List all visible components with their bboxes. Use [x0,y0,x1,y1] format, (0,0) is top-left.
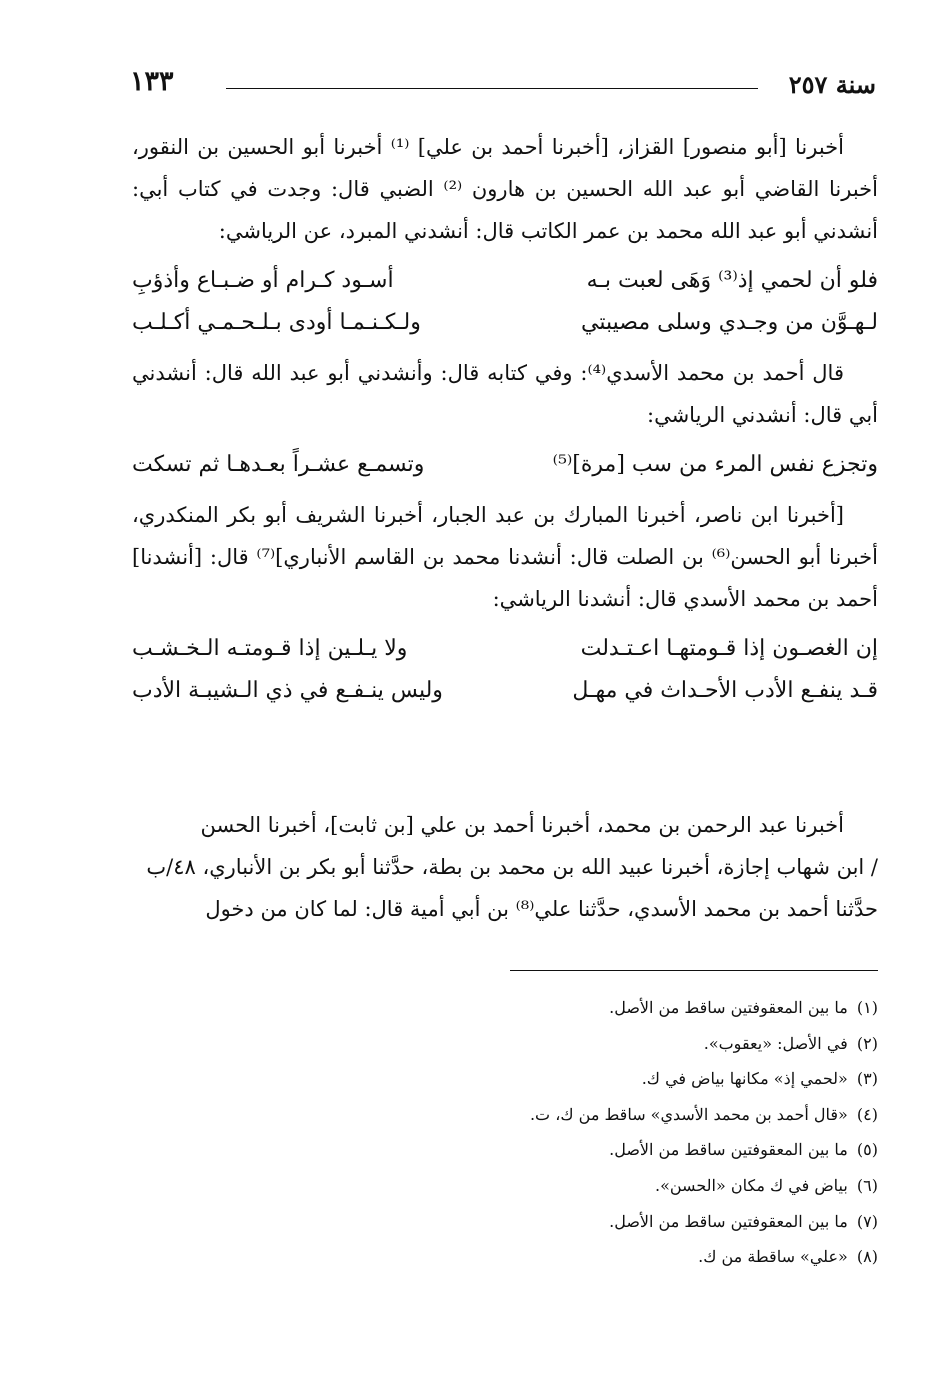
footnote: (٤) «قال أحمد بن محمد الأسدي» ساقط من ك، ت. [529,1104,878,1124]
footnote: (١) ما بين المعقوفتين ساقط من الأصل. [609,998,878,1017]
footnote: (٧) ما بين المعقوفتين ساقط من الأصل. [609,1211,878,1231]
verse-first-hemistich: لـهـوَّن من وجـدي وسلى مصيبتي [581,310,878,335]
footnote: (٢) في الأصل: «يعقوب». [703,1033,878,1053]
paragraph-3: [أخبرنا ابن ناصر، أخبرنا المبارك بن عبد الجبار، أخبرنا الشريف أبو بكر المنكدري، أخبرنا أبو الحسن⁽⁶⁾ بن الصلت قال: أنشدنا محمد بن القاسم الأنباري]⁽⁷⁾ قال: [أنشدنا] أحمد بن محمد الأسدي قال: أنشدنا الرياشي: [132,503,878,611]
verse-line [132,670,878,712]
page-number: ١٣٣ [130,66,174,97]
verse-first-hemistich: وتجزع نفس المرء من سب [مرة]⁽⁵⁾ [552,452,878,477]
footnote: (٦) بياض في ك مكان «الحسن». [655,1175,878,1195]
verse-line [132,260,878,302]
verse-line [132,302,878,344]
paragraph-4-last-line: حدَّثنا أحمد بن محمد الأسدي، حدَّثنا علي⁽⁸⁾ بن أبي أمية قال: لما كان من دخول [205,897,878,921]
running-header [130,58,876,108]
footnote: (٣) «لحمي إذ» مكانها بياض في ك. [641,1069,878,1089]
header-rule [226,88,758,89]
verse-second-hemistich: ولا يـلـين إذا قـومتـه الـخـشـب [132,636,408,661]
paragraph-4-wide-line: / ابن شهاب إجازة، أخبرنا عبيد الله بن محمد بن بطة، حدَّثنا أبو بكر بن الأنباري، ٤٨/ب [146,855,878,879]
verse-second-hemistich: أسـود كـرام أو ضـبـاع وأذؤبِ [132,268,394,293]
paragraph-2: قال أحمد بن محمد الأسدي⁽⁴⁾: وفي كتابه قال: وأنشدني أبو عبد الله قال: أنشدني أبي قال: أنشدني الرياشي: [132,361,878,427]
verse-line [132,628,878,670]
header-year: سنة ٢٥٧ [788,70,876,99]
footnote-separator [510,970,878,971]
verse-second-hemistich: وليس ينـفـع في ذي الـشيبـة الأدب [132,678,443,703]
footnote: (٨) «علي» ساقطة من ك. [698,1247,878,1267]
footnotes-list [448,990,878,1275]
verse-second-hemistich: ولـكـنـمـا أودى بـلـحـمـي أكـلـب [132,310,421,335]
main-text [132,126,878,720]
paragraph-4: أخبرنا عبد الرحمن بن محمد، أخبرنا أحمد بن علي [بن ثابت]، أخبرنا الحسن [200,813,844,837]
footnote: (٥) ما بين المعقوفتين ساقط من الأصل. [609,1140,878,1160]
verse-first-hemistich: فلو أن لحمي إذ⁽³⁾ وَهَى لعبت بـه [586,268,878,293]
verse-line [132,444,878,486]
verse-first-hemistich: قـد ينفـع الأدب الأحـداث في مهـل [572,678,878,703]
paragraph-1: أخبرنا [أبو منصور] القزاز، [أخبرنا أحمد بن علي] ⁽¹⁾ أخبرنا أبو الحسين بن النقور، أخبرنا القاضي أبو عبد الله الحسين بن هارون ⁽²⁾ الضبي قال: وجدت في كتاب أبي: أنشدني أبو عبد الله محمد بن عمر الكاتب قال: أنشدني المبرد، عن الرياشي: [132,135,878,243]
verse-first-hemistich: إن الغصـون إذا قـومتهـا اعـتـدلت [580,636,878,661]
verse-second-hemistich: وتسمـع عشـراً بعـدهـا ثم تسكت [132,452,425,477]
